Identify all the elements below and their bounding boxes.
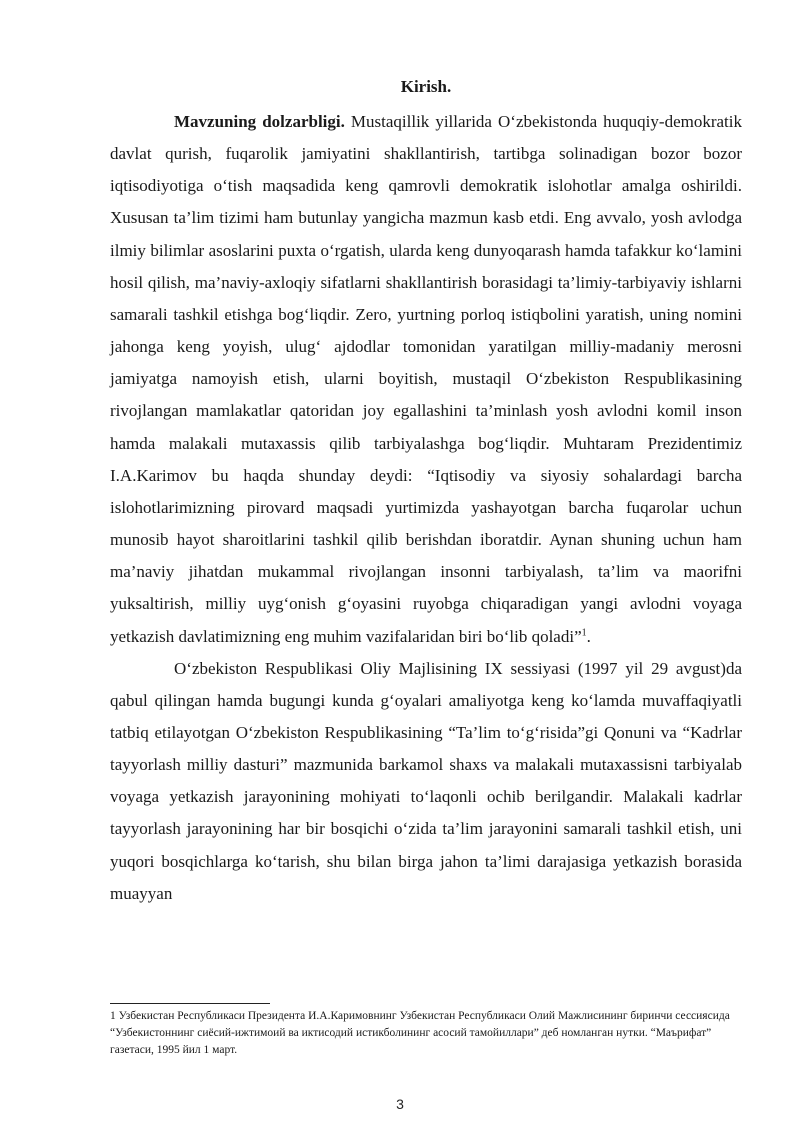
paragraph-1-end: . [586,626,591,646]
page-title: Kirish. [400,77,452,96]
page-number: 3 [396,1096,404,1112]
footnote-reference[interactable]: 1 [581,626,587,638]
section-heading: Mavzuning dolzarbligi. [174,112,345,131]
footnote-number: 1 [110,1010,116,1022]
paragraph-1-text: Mustaqillik yillarida O‘zbekistonda huquqiy-demokratik davlat qurish, fuqarolik jamiyatini shakllantirish, tartibga solinadigan bozor bozor iqtisodiyotiga o‘tish maqsadida keng qamrovli demokratik islohotlar amalga oshirildi. Xususan ta’lim tizimi ham butunlay yangicha mazmun kasb etdi. Eng avvalo, yosh avlodga ilmiy bilimlar asoslarini puxta o‘rgatish, ularda keng dunyoqarash hamda tafakkur ko‘lamini hosil qilish, ma’naviy-axloqiy sifatlarni shakllantirish borasidagi ta’limiy-tarbiyaviy ishlarni samarali tashkil etishga bog‘liqdir. Zero, yurtning porloq istiqbolini yaratish, uning nomini jahonga keng yoyish, ulug‘ ajdodlar tomonidan yaratilgan milliy-madaniy merosni jamiyatga namoyish etish, ularni boyitish, mustaqil O‘zbekiston Respublikasining rivojlangan mamlakatlar qatoridan joy egallashini ta’minlash yosh avlodni komil inson hamda malakali mutaxassis qilib tarbiyalashga bog‘liqdir. Muhtaram Prezidentimiz I.A.Karimov bu haqda shunday deydi: “Iqtisodiy va siyosiy sohalardagi barcha islohotlarimizning pirovard maqsadi yurtimizda yashayotgan barcha fuqarolar uchun munosib hayot sharoitlarini tashkil qilib berishdan iboratdir. Aynan shuning uchun ham ma’naviy jihatdan mukammal rivojlangan insonni tarbiyalash, ta’lim va maorifni yuksaltirish, milliy uyg‘onish g‘oyasini ruyobga chiqaradigan yangi avlodni voyaga yetkazish davlatimizning eng muhim vazifalaridan biri bo‘lib qoladi” [110,112,742,646]
footnote [110,1008,742,1059]
footnote-separator [110,1003,270,1004]
paragraph-2: O‘zbekiston Respublikasi Oliy Majlisining IX sessiyasi (1997 yil 29 avgust)da qabul qilingan hamda bugungi kunda g‘oyalari amaliyotga keng ko‘lamda muvaffaqiyatli tatbiq etilayotgan O‘zbekiston Respublikasining “Ta’lim to‘g‘risida”gi Qonuni va “Kadrlar tayyorlash milliy dasturi” mazmunida barkamol shaxs va malakali mutaxassisni tarbiyalab voyaga yetkazish jarayonining mohiyati to‘laqonli ochib berilgandir. Malakali kadrlar tayyorlash jarayonining har bir bosqichi o‘zida ta’lim jarayonini samarali tashkil etish, uni yuqori bosqichlarga ko‘tarish, shu bilan birga jahon ta’limi darajasiga yetkazish borasida muayyan [110,658,742,903]
document-body [110,106,742,910]
paragraph-1 [110,106,742,653]
footnote-text: Узбекистан Республикаси Президента И.А.Каримовнинг Узбекистан Республикаси Олий Мажлисининг биринчи сессиясида “Узбекистоннинг сиёсий-ижтимоий ва иктисодий истикболининг асосий тамойиллари” деб номланган нутки. “Маърифат” газетаси, 1995 йил 1 март. [110,1010,730,1056]
